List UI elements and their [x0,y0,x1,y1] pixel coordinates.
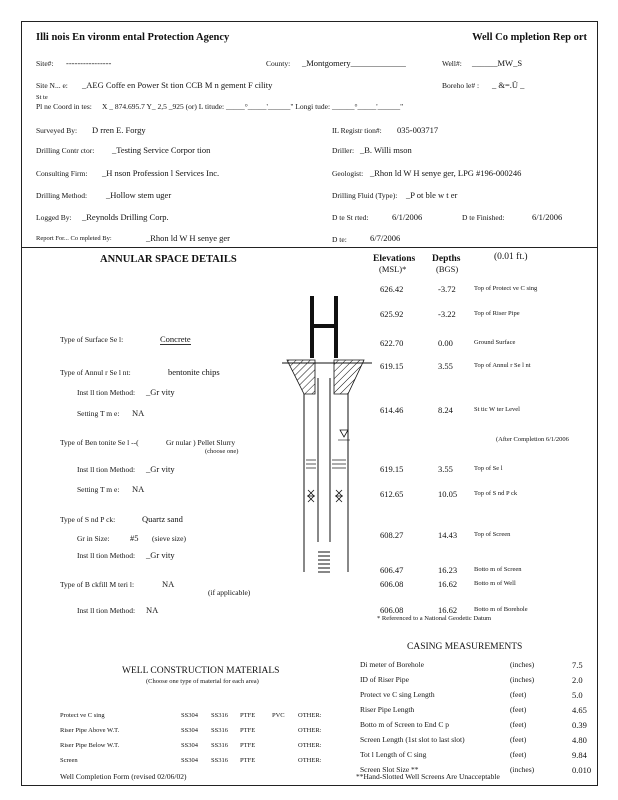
setting-time-value-2: NA [132,484,145,494]
if-applicable: (if applicable) [208,588,251,597]
row-label: Ground Surface [474,339,516,346]
casing-label: Screen Slot Size ** [360,765,419,774]
casing-value: 2.0 [572,675,583,685]
depth-value: 16.62 [438,579,458,589]
casing-label: ID of Riser Pipe [360,675,409,684]
backfill-label: Type of B ckfill M teri l: [60,580,135,589]
casing-label: Riser Pipe Length [360,705,415,714]
surveyed-value: D rren E. Forgy [92,125,146,135]
elevation-value: 626.42 [380,284,404,294]
row-label: Botto m of Well [474,580,516,587]
borehole-label: Boreho le# : [442,81,480,90]
materials-title: WELL CONSTRUCTION MATERIALS [122,666,280,676]
casing-label: Tot l Length of C sing [360,750,427,759]
elevation-value: 606.08 [380,579,404,589]
depth-value: 16.23 [438,565,458,575]
casing-unit: (feet) [510,705,527,714]
row-label: Top of Screen [474,531,511,538]
elevation-value: 614.46 [380,405,404,415]
casing-value: 9.84 [572,750,587,760]
consulting-value: _H nson Profession l Services Inc. [102,168,220,178]
material-option: SS304 [181,727,198,734]
row-label: Top of Protect ve C sing [474,285,538,292]
well-completion-form [21,21,598,786]
elevation-value: 625.92 [380,309,404,319]
material-option: OTHER: [298,742,322,749]
row-label: Botto m of Borehole [474,606,528,613]
depth-value: 3.55 [438,464,453,474]
surface-seal-value: Concrete [160,334,191,344]
setting-time-label-2: Setting T m e: [77,485,120,494]
unit-header: (0.01 ft.) [494,252,528,262]
install-method-value-4: NA [146,605,159,615]
material-option: PTFE [240,712,256,719]
date-started-label: D te St rted: [332,213,369,222]
casing-label: Screen Length (1st slot to last slot) [360,735,465,744]
site-name-label: Site N... e: [36,81,68,90]
plane-value: X _ 874.695.7 Y_ 2,5 _925 (or) L titude: _____°_____'______" Longi tude: ______°_____'______" [102,102,404,111]
elevation-value: 606.08 [380,605,404,615]
county-value: _Montgomery_____________ [302,58,406,68]
county-label: County: [266,59,291,68]
material-option: PVC [272,712,285,719]
driller-label: Driller: [332,146,355,155]
material-option: SS316 [211,712,228,719]
casing-unit: (feet) [510,750,527,759]
casing-title: CASING MEASUREMENTS [407,642,523,652]
depth-value: 10.05 [438,489,458,499]
annular-sealant-label: Type of Annul r Se l nt: [60,368,131,377]
il-reg-value: 035-003717 [397,125,439,135]
row-label: Top of Se l [474,465,503,472]
casing-label: Protect ve C sing Length [360,690,435,699]
sand-pack-value: Quartz sand [142,514,183,524]
row-label: Botto m of Screen [474,566,522,573]
report-label: Report For... Co mpleted By: [36,235,112,242]
drilling-contractor-label: Drilling Contr ctor: [36,146,95,155]
casing-label: Botto m of Screen to End C p [360,720,449,729]
depth-value: -3.22 [438,309,456,319]
casing-value: 5.0 [572,690,583,700]
drilling-fluid-value: _P ot ble w t er [406,190,458,200]
datum-footnote: * Referenced to a National Geodetic Datum [377,615,492,622]
form-id: Well Completion Form (revised 02/06/02) [60,772,187,781]
grain-sub: (sieve size) [152,534,186,543]
casing-value: 4.65 [572,705,587,715]
grain-label: Gr in Size: [77,534,110,543]
date-value: 6/7/2006 [370,233,401,243]
material-label: Protect ve C sing [60,712,105,719]
bentonite-opts: Gr nular ) Pellet Slurry [166,438,236,447]
material-option: SS316 [211,742,228,749]
backfill-value: NA [162,579,175,589]
date-label: D te: [332,235,347,244]
casing-unit: (feet) [510,735,527,744]
well-label: Well#: [442,59,462,68]
logged-label: Logged By: [36,213,72,222]
bgs-sub: (BGS) [436,264,459,274]
casing-label: Di meter of Borehole [360,660,424,669]
annular-sealant-value: bentonite chips [168,367,220,377]
drilling-method-label: Drilling Method: [36,191,88,200]
elevation-value: 619.15 [380,361,404,371]
casing-value: 0.010 [572,765,592,775]
casing-footnote: **Hand-Slotted Well Screens Are Unacceptable [356,772,500,781]
elevations-header: Elevations [373,254,416,264]
material-option: OTHER: [298,727,322,734]
grain-value: #5 [130,533,139,543]
elevation-value: 606.47 [380,565,404,575]
date-finished-value: 6/1/2006 [532,212,563,222]
install-method-label-3: Inst ll tion Method: [77,551,136,560]
driller-value: _B. Willi mson [360,145,412,155]
elevation-value: 622.70 [380,338,404,348]
row-label: Top of Annul r Se l nt [474,362,531,369]
material-option: PTFE [240,727,256,734]
material-label: Screen [60,757,78,764]
drilling-method-value: _Hollow stem uger [106,190,172,200]
drilling-contractor-value: _Testing Service Corpor tion [112,145,211,155]
report-value: _Rhon ld W H senye ger [146,233,230,243]
drilling-fluid-label: Drilling Fluid (Type): [332,191,398,200]
agency-title: Illi nois En vironm ental Protection Agency [36,32,230,43]
elevation-value: 608.27 [380,530,404,540]
surveyed-label: Surveyed By: [36,126,78,135]
well-schematic [282,282,377,637]
materials-subtitle: (Choose one type of material for each area) [146,678,259,685]
choose-one: (choose one) [205,448,239,455]
depth-value: -3.72 [438,284,456,294]
elevation-value: 612.65 [380,489,404,499]
row-label: Top of S nd P ck [474,490,518,497]
install-method-label-2: Inst ll tion Method: [77,465,136,474]
site-value: ---------------- [66,58,112,68]
divider [22,247,597,248]
geologist-value: _Rhon ld W H senye ger, LPG #196-000246 [370,168,522,178]
casing-unit: (feet) [510,720,527,729]
casing-unit: (inches) [510,675,535,684]
date-started-value: 6/1/2006 [392,212,423,222]
msl-sub: (MSL)* [379,264,407,274]
setting-time-label-1: Setting T m e: [77,409,120,418]
material-option: SS316 [211,727,228,734]
annular-title: ANNULAR SPACE DETAILS [100,254,237,265]
install-method-label-1: Inst ll tion Method: [77,388,136,397]
material-label: Riser Pipe Above W.T. [60,727,120,734]
depth-value: 16.62 [438,605,458,615]
depth-value: 8.24 [438,405,453,415]
row-label: St tic W ter Level [474,406,520,413]
site-label: Site#: [36,59,54,68]
date-finished-label: D te Finished: [462,213,505,222]
casing-value: 7.5 [572,660,583,670]
elevation-value: 619.15 [380,464,404,474]
logged-value: _Reynolds Drilling Corp. [82,212,169,222]
depth-value: 0.00 [438,338,453,348]
static-water-sub: (After Completion 6/1/2006 [496,436,569,443]
material-option: OTHER: [298,712,322,719]
material-option: SS304 [181,757,198,764]
casing-value: 0.39 [572,720,587,730]
setting-time-value-1: NA [132,408,145,418]
install-method-value-3: _Gr vity [146,550,175,560]
casing-value: 4.80 [572,735,587,745]
bentonite-label: Type of Ben tonite Se l --( [60,438,139,447]
install-method-value-1: _Gr vity [146,387,175,397]
casing-unit: (inches) [510,765,535,774]
depth-value: 3.55 [438,361,453,371]
install-method-label-4: Inst ll tion Method: [77,606,136,615]
borehole-value: _ &=.Ü _ [492,80,525,90]
sand-pack-label: Type of S nd P ck: [60,515,116,524]
state-label: St te [36,94,48,101]
casing-unit: (inches) [510,660,535,669]
material-option: SS304 [181,712,198,719]
install-method-value-2: _Gr vity [146,464,175,474]
row-label: Top of Riser Pipe [474,310,520,317]
material-option: SS316 [211,757,228,764]
material-option: PTFE [240,757,256,764]
material-option: SS304 [181,742,198,749]
site-name-value: _AEG Coffe en Power St tion CCB M n gement F cility [82,80,273,90]
consulting-label: Consulting Firm: [36,169,88,178]
report-title: Well Co mpletion Rep ort [472,32,587,43]
il-reg-label: IL Registr tion#: [332,126,382,135]
depths-header: Depths [432,254,461,264]
material-option: OTHER: [298,757,322,764]
plane-label: Pl ne Coord in tes: [36,102,92,111]
material-option: PTFE [240,742,256,749]
depth-value: 14.43 [438,530,458,540]
surface-seal-label: Type of Surface Se l: [60,335,124,344]
material-label: Riser Pipe Below W.T. [60,742,120,749]
geologist-label: Geologist: [332,169,364,178]
casing-unit: (feet) [510,690,527,699]
well-value: ______MW_S [472,58,523,68]
